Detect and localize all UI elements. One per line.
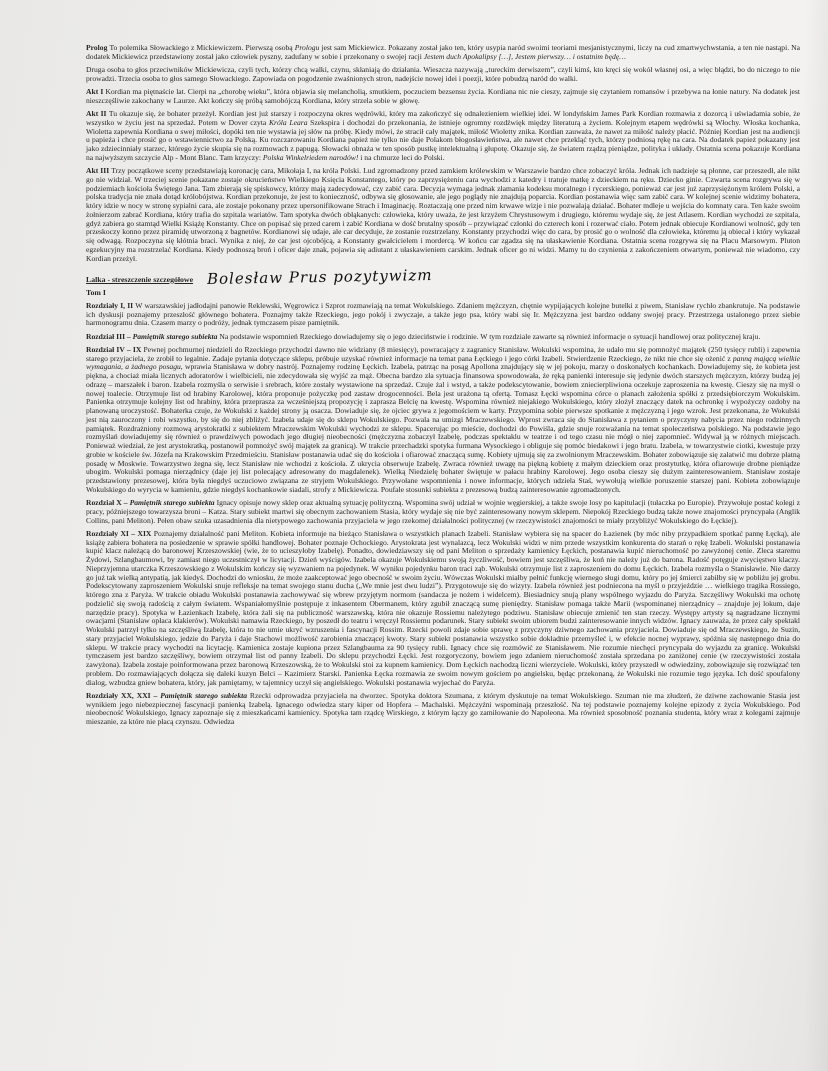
paragraph-text: Prologu <box>294 43 320 52</box>
paragraph-text: Króla Leara <box>268 117 308 127</box>
paragraph-text: Ignacy opisuje nowy sklep oraz aktualną sytuację polityczną. Wspomina swój udział w wojnie węgierskiej, a także swoje losy po kapitulacji (tułaczka po Europie). Przywołuje postać kolegi z pracy, późniejszego towarzysza broni – Katza. Stary subiekt martwi się obecnym zachowaniem Stasia, który wydaje się nie być zainteresowany nowym sklepem. Niepokój Rzeckiego budzą także nowe znajomości pryncypała (Anglik Collins, pani Meliton). Pełen obaw szuka uzasadnienia dla nietypowego zachowania przyjaciela w jego rzekomej działalności politycznej (w rzeczywistości znajomości te miały przybliżyć Wokulskiego do Łęckiej). <box>86 498 800 525</box>
lalka-paragraph <box>86 302 800 328</box>
paragraph-text: Szekspira i dochodzi do przekonania, że istnieje ogromny rozdźwięk między literaturą a życiem. Kolejnym etapem wędrówki są Włochy. Włoska kochanka, Wioletta zapewnia Kordiana o swej miłości, dopóki ten nie wystawia jej słów na próbę. Kiedy mówi, że stracił cały majątek, miłość Wioletty znika. Kordian zauważa, że nawet za miłość należy płacić. Później Kordian jest na audiencji u papieża i chce prosić go o wstawiennictwo za Polską. Ku rozczarowaniu Kordiana papież nie tylko nie daje Polakom błogosławieństwa, ale nawet chce przekląć tych, którzy podniosą rękę na cara. Na dodatek papież pokazany jest jako zdziecinniały starzec, którego życie skupia się na rozmowach z papugą. Słowacki obnaża w ten sposób pustkę intelektualną i głupotę. Okazuje się, że światem rządzą pieniądze, polityka i układy. Ostatnia scena pokazuje Kordiana na najwyższym szczycie Alp - Mont Blanc. Tam krzyczy: <box>86 117 800 162</box>
paragraph-text: Kordian ma piętnaście lat. Cierpi na „chorobę wieku”, która objawia się melancholią, smutkiem, poczuciem bezsensu życia. Kordiana nic nie cieszy, zajmuje się czytaniem romansów i przebywa na łonie natury. Na dodatek jest nieszczęśliwie zakochany w Laurze. Akt kończy się próbą samobójczą Kordiana, który strzela sobie w głowę. <box>86 87 800 105</box>
lalka-paragraph <box>86 346 800 495</box>
paragraph-label: Pamiętnik starego subiekta <box>132 331 218 341</box>
lalka-heading-row <box>86 265 800 288</box>
paragraph-label: Rozdział III – <box>86 331 133 341</box>
paragraph-label: Prolog <box>86 43 110 52</box>
kordian-summary-section <box>86 44 800 263</box>
paragraph-text: jest sam Mickiewicz. Pokazany został jako ten, który usypia naród swoimi teoriami mesjanistycznymi, liczy na cud zmartwychwstania, a ten nie nastąpi. Na dodatek Mickiewicz przedstawiony został jako człowiek pyszny, zadufany w sobie i przekonany o swojej racji <box>86 43 800 61</box>
lalka-summary-section <box>86 302 800 727</box>
kordian-paragraph <box>86 66 800 84</box>
paragraph-text: Polska Winkelriedem narodów! <box>262 152 359 162</box>
paragraph-label: Rozdział X – <box>86 498 130 507</box>
handwritten-note: Bolesław Prus pozytywizm <box>206 265 433 288</box>
paragraph-label: Akt I <box>86 87 106 96</box>
volume-title: Tom I <box>86 287 106 297</box>
paragraph-label: Rozdział IV – IX <box>86 344 144 354</box>
paragraph-text: Tu okazuje się, że bohater przeżył. Kordian jest już starszy i rozpoczyna okres wędrówki, który ma zakończyć się odnalezieniem wielkiej idei. W londyńskim James Park Kordian rozmawia z dozorcą i uświadamia sobie, że wszystko w życiu jest na sprzedaż. Potem w Dover czyta <box>86 109 800 127</box>
lalka-paragraph <box>86 692 800 727</box>
paragraph-text: , wprawia Stanisława w dobry nastrój. Poznajemy rodzinę Łęckich. Izabela, patrząc na posąg Apollona znajdujący się w jej pokoju, marzy o doskonałych kochankach. Dowiadujemy się, że kobieta jest piękna, a chociaż miała licznych adoratorów i wielbicieli, nie zdecydowała się wyjść za mąż. Obecna bardzo zła sytuacja finansowa spowodowała, że ręką panienki interesuje się jedynie dwóch starszych mężczyzn, którzy budzą jej odrazę – marszałek i baron. Izabela rozmyśla o serwisie i srebrach, które zostały wystawione na sprzedaż. Czuje żal i wstyd, a także podekscytowanie, bowiem zniecierpliwiona oczekuje zaproszenia na kwestę. Cieszy się na myśl o nowej toalecie. Otrzymuje list od hrabiny Karolowej, która proponuje pożyczkę pod zastaw drogocenności. Bela jest urażona tą ofertą. Tomasz Łęcki wspomina córce o planach założenia spółki z przedsiębiorczym Wokulskim. Panienka otrzymuje kolejny list od hrabiny, która przeprasza za wcześniejszą propozycję i zaprasza Belcię na kwestę. Wspomina również niejakiego Wokulskiego, który złożył znaczący datek na ochronkę i wypożyczy ozdoby na planowaną uroczystość. Bohaterka czuje, że Wokulski z każdej strony ją osacza. Dowiaduje się, że ojciec grywa z jegomościem w karty. Przypomina sobie pierwsze spotkanie z mężczyzną i jego wzrok. Jest przekonana, że Wokulski jest nią zauroczony i robi wszystko, by się do niej zbliżyć. Izabela udaje się do sklepu Wokulskiego. Pozwala na umizgi Mraczewskiego. Wprost zwraca się do Stanisława z pytaniem o przyczyny nabycia przez niego rodzinnych pamiątek. Rozdrażniony rozmową arystokratki z subiektem Mraczewskim Wokulski wychodzi ze sklepu. Spacerując po mieście, dochodzi do Powiśla, gdzie snuje rozważania na temat społeczeństwa polskiego. Na podstawie jego rozmyślań dowiadujemy się również o prawdziwych powodach jego długiej nieobecności (mężczyzna zobaczył Izabelę, podczas spektaklu w teatrze i od tego czasu nie mógł o niej zapomnieć. Widywał ją w różnych miejscach. Ponieważ wiedział, że jest arystokratką, postanowił pomnożyć swój majątek za granicą). W trakcie przechadzki spotyka furmana Wysockiego i obliguje się pomóc biedakowi i jego bratu. Izabela, w towarzystwie ciotki, kwestuje przy grobie w kościele św. Józefa na Krakowskim Przedmieściu. Stanisław postanawia udać się do kościoła i ofiarować znaczącą sumę. Kobiety ujmują się za zwolnionym Mraczewskim. Bohater zobowiązuje się załatwić mu dobrze płatną posadę w Moskwie. Towarzystwo żegna się, lecz Stanisław nie wchodzi z kościoła. Z ukrycia obserwuje Izabelę. Zwraca również uwagę na piękną kobietę z małym dzieckiem oraz prostytutkę, która ofiarowuje drobne pieniądze ubogim. Wokulski pomaga nierządnicy (daje jej list polecający adresowany do magdalenek). Wielką Niedzielę bohater świętuje w pałacu hrabiny Karolowej. Jego osoba cieszy się dużym zainteresowaniem. Stanisław zostaje przedstawiony prezesowej, która była niegdyś uczuciowo związana ze stryjem Wokulskiego. Przywołane wspomnienia i nowe informacje, których udziela Staś, wywołują wielkie poruszenie starszej pani. Kobieta zobowiązuje Wokulskiego do wyrycia w kamieniu, gdzie niegdyś kochankowie siadali, strofy z Mickiewicza. Poufałe stosunki subiekta z prezesową budzą zainteresowanie zgromadzonych. <box>86 362 800 494</box>
lalka-heading: Lalka - streszczenie szczegółowe <box>86 274 194 284</box>
paragraph-text: Jestem duch Apokalipsy […], Jestem pierwszy… i ostatnim będę… <box>423 51 626 61</box>
paragraph-text: Druga osoba to głos przeciwników Mickiewicza, czyli tych, którzy chcą walki, czynu, skłaniają do działania. Wieszcza nazywają „tureckim derwiszem”, czyli kimś, kto kręci się wokół własnej osi, a więc błądzi, bo do niczego to nie prowadzi. Trzecia osoba to głos samego Słowackiego. Zapowiada on pogodzenie zwaśnionych stron, nadejście nowej idei i poezji, które pobudzą naród do walki. <box>86 65 800 83</box>
lalka-paragraph <box>86 530 800 688</box>
paragraph-label: Pamiętnik starego subiekta <box>129 498 215 507</box>
paragraph-text: Na podstawie wspomnień Rzeckiego dowiadujemy się o jego dzieciństwie i rodzinie. W tym rozdziale zawarte są również informacje o sytuacji handlowej oraz politycznej kraju. <box>217 331 761 341</box>
lalka-paragraph <box>86 499 800 525</box>
paragraph-text: i na chmurze leci do Polski. <box>358 152 445 162</box>
paragraph-text: W warszawskiej jadłodajni panowie Reklewski, Węgrowicz i Szprot rozmawiają na temat Wokulskiego. Zdaniem mężczyzn, chętnie wypijających kolejne butelki z piwem, Stanisław rychło zbankrutuje. Na podstawie ich dyskusji poznajemy przeszłość głównego bohatera. Poznajmy także Rzeckiego, jego pokój i zwyczaje, a także jego psa, który wabi się Ir. Mężczyzna jest bardzo oddany swojej pracy. Przestrzega ustalonego przez siebie harmonogramu dnia. Czasem marzy o podróży, jednak tymczasem pisze pamiętnik. <box>86 300 800 328</box>
kordian-paragraph <box>86 167 800 263</box>
document-page <box>86 44 800 731</box>
lalka-paragraph <box>86 333 800 342</box>
paper-shadow <box>804 0 828 1071</box>
paragraph-label: Akt II <box>86 109 109 118</box>
paragraph-text: Pewnej pochmurnej niedzieli do Rzeckiego przychodzi dawno nie widziany (8 miesięcy), powracający z zagranicy Stanisław. Wokulski wspomina, że udało mu się pomnożyć majątek (250 tysięcy rubli) i zapewnia starego przyjaciela, że zrobił to legalnie. Zadaje pytania dotyczące sklepu, próbuje uzyskać również informacje na temat pana Łęckiego i jego córki Izabeli. Stwierdzenie Rzeckiego, że nikt nie chce się ożenić z <box>86 344 800 363</box>
kordian-paragraph <box>86 88 800 106</box>
paragraph-label: Rozdziały XI – XIX <box>86 528 154 538</box>
paragraph-text: To polemika Słowackiego z Mickiewiczem. Pierwszą osobą <box>109 43 295 52</box>
paragraph-label: Rozdziały XX, XXI – <box>86 690 161 700</box>
paragraph-text: Rzecki odprowadza przyjaciela na dworzec. Spotyka doktora Szumana, z którym dyskutuje na temat Wokulskiego. Szuman nie ma złudzeń, że dziwne zachowanie Stasia jest wynikiem jego niebezpiecznej fascynacji panienką Izabelą. Ignacego odwiedza stary kiper od Hopfera – Machalski. Mężczyźni wspominają przeszłość. Na tej podstawie poznajemy kolejne epizody z życia Wokulskiego. Pod nieobecność Wokulskiego, Ignacy zapoznaje się z mieszkańcami kamienicy. Spotyka tam rządcę Wirskiego, z którym łączy go zamiłowanie do Napoleona. Ma również sposobność poznania studenta, który wraz z kolegami zajmuje mieszanie, za które nie płacą czynszu. Odwiedza <box>86 690 800 726</box>
paragraph-label: Pamiętnik starego subiekta <box>160 690 248 700</box>
paragraph-text: Trzy początkowe sceny przedstawiają koronację cara, Mikołaja I, na króla Polski. Lud zgromadzony przed zamkiem królewskim w Warszawie bardzo chce zobaczyć króla. Jednak ich nadzieje są płonne, car przeszedł, ale nikt go nie widział. W trzeciej scenie pokazane zostaje okrucieństwo Wielkiego Księcia Konstantego, który po zaprzysiężeniu cara wychodzi z katedry i tratuje matkę z dzieckiem na ręku. Dziecko ginie. Czwarta scena rozgrywa się w podziemiach kościoła Świętego Jana. Tam zbierają się spiskowcy, którzy mają zadecydować, czy zabić cara. Decyzja wymaga jednak złamania kodeksu moralnego i rycerskiego, ponieważ car jest już zaprzysiężonym królem Polski, a polska tradycja nie znała dotąd królobójstwa. Kordian przekonuje, że jest to konieczność, odbywa się głosowanie, ale jego poglądy nie znajdują poparcia. Kordian postanawia więc sam zabić cara. W kolejnej scenie widzimy bohatera, który idzie w nocy w stronę sypialni cara, ale zostaje pokonany przez upersonifikowane Strach i Imaginację. Roztaczają one przed nim krwawe wizje i nie pozwalają działać. Bohater mdleje u wejścia do komnaty cara. Ten każe swoim żołnierzom zabrać Kordiana, który trafia do szpitala wariatów. Tam spotyka dwóch obłąkanych: człowieka, który uważa, że jest krzyżem Chrystusowym i drugiego, któremu wydaje się, że jest Atlasem. Kordian wychodzi ze szpitala, gdyż zabiera go stamtąd Wielki Książę Konstanty. Chce on popisać się przed carem i zabić Kordiana w dość brutalny sposób – przywiązać członki do czterech koni i rozerwać ciało. Potem jednak obiecuje Kordianowi wolność, gdy ten przeskoczy konno przez piramidę utworzoną z bagnetów. Kordianowi się udaje, ale car decyduje, że zostanie rozstrzelany. Konstanty przychodzi więc do cara, by prosić go o wolność dla człowieka, któremu ją obiecał i który wykazał się odwagą. Rozpoczyna się kłótnia braci. Wynika z niej, że car jest ojcobójcą, a Konstanty gwałcicielem i mordercą. W końcu car zgadza się na ułaskawienie Kordiana. Ostatnia scena rozgrywa się na Placu Marsowym. Pluton egzekucyjny ma rozstrzelać Kordiana. Kiedy podnoszą broń i oficer daje znak, pojawia się adiutant z ułaskawieniem carskim. Jednak oficer go ni widzi. Mamy tu do czynienia z zakończeniem otwartym, ponieważ nie wiadomo, czy Kordian przeżył. <box>86 166 800 263</box>
paragraph-text: panną mającą wielkie wymagania, a żadnego posagu <box>86 353 800 372</box>
paragraph-label: Akt III <box>86 166 112 175</box>
kordian-paragraph <box>86 110 800 163</box>
paragraph-text: Poznajemy działalność pani Meliton. Kobieta informuje na bieżąco Stanisława o wszystkich planach Izabeli. Stanisław wybiera się na spacer do Łazienek (by móc niby przypadkiem spotkać pannę Łęcką), ale książę zabiera bohatera na posiedzenie w sprawie spółki handlowej. Bohater poznaje Ochockiego. Arystokrata jest wynalazcą, lecz Wokulski widzi w nim przede wszystkim konkurenta do starań o rękę Izabeli. Wokulski postanawia kupić klacz należącą do baronowej Krzeszowskiej (wie, że to ucieszyłoby Izabelę). Ponadto, dowiedziawszy się od pani Meliton o sprzedaży kamienicy Łęckich, postanawia kupić nieruchomość po zawyżonej cenie. Zleca staremu Żydowi, Szlangbaumowi, by zamiast niego uczestniczył w licytacji. Dzień wyścigów. Izabela okazuje Wokulskiemu swoją życzliwość, bowiem jest szczęśliwa, że koń nie należy już do barona. Radość potęguje zwycięstwo klaczy. Nieprzyjemna utarczka Krzeszowskiego z Wokulskim kończy się wyzwaniem na pojedynek. W wyniku pojedynku baron traci ząb. Wokulski otrzymuje list z zaproszeniem do domu Łęckich. Izabela rozmyśla o Stanisławie. Nie darzy go już tak wielką antypatią, jak kiedyś. Dochodzi do wniosku, że może zaakceptować jego obecność w swoim życiu. Wówczas Wokulski miałby pełnić funkcję wiernego sługi domu, który po jej śmierci zabiłby się w pobliżu jej grobu. Podekscytowany zaproszeniem Wokulski snuje refleksje na temat swojego stanu ducha („We mnie jest dwu ludzi”). Przygotowuje się do wizyty. Izabela również jest podniecona na myśl o przyjeździe … wielkiego tragika Rossiego, którego zna z Paryża. W trakcie obiadu Wokulski postanawia zachowywać się wbrew przyjętym normom (sandacza je nożem i widelcem). Biesiadnicy snują plany wspólnego wyjazdu do Paryża. Szczęśliwy Wokulski ma ochotę podzielić się swoją radością z całym światem. Wspaniałomyślnie postępuje z inkasentem Obermanem, który zgubił znaczącą sumę pieniędzy. Stanisław pomaga także Marii (wspominanej nierządnicy – znajduje jej lokum, daje narzędzie pracy). Spotyka w Łazienkach Izabelę, która żali się na publiczność warszawską, która nie okazuje Rossiemu należytego podziwu. Stanisław obiecuje zmienić ten stan rzeczy. Występy artysty są nagradzane licznymi owacjami (Stanisław opłaca klakierów). Wokulski namawia Rzeckiego, by poszedł do teatru i wręczył Rossiemu podarunek. Stary subiekt swoim ubiorem budzi zainteresowanie innych widzów. Ignacy zauważa, że przez cały spektakl Wokulski patrzył tylko na szczęśliwą Izabelę, która to nie umie ukryć wzruszenia i fascynacji Rossim. Rzecki powoli zdaje sobie sprawę z przyczyny dziwnego zachowania przyjaciela. Dowiaduje się od Mraczewskiego, że Suzin, stary przyjaciel Wokulskiego, jedzie do Paryża i daje Stachowi możliwość zarobienia znaczącej kwoty. Stary subiekt postanawia wszystko sobie dokładnie przemyśleć i, w efekcie nocnej wyprawy, spóźnia się następnego dnia do sklepu. W trakcie pracy wychodzi na licytację. Kamienica zostaje kupiona przez Szlangbauma za 90 tysięcy rubli. Ignacy chce się rozmówić ze Stanisławem. Nie rozumie niechęci pryncypała do wyjazdu za granicę. Wokulski tymczasem jest bardzo szczęśliwy, bowiem otrzymał list od panny Izabeli. Do sklepu przychodzi Łęcki. Jest rozgoryczony, bowiem jego zdaniem nieruchomość została sprzedana po zaniżonej cenie (w rzeczywistości została zawyżona). Izabela zostaje poinformowana przez baronową Krzeszowską, że to Wokulski stoi za kupnem kamienicy. Dom Łęckich nachodzą liczni wierzyciele. Wokulski, który przyszedł w odwiedziny, zobowiązuje się rozwiązać ten problem. Do rozmawiających dołącza się daleki kuzyn Belci – Kazimierz Starski. Panienka Łęcka rozmawia ze swoim nowym gościem po angielsku, będąc przekonaną, że Wokulski nie rozumie tego języka. Ich dość spoufalony dialog, wzbudza gniew bohatera, który, jak pamiętamy, w tajemnicy uczył się angielskiego. Wokulski postanawia wyjechać do Paryża. <box>86 528 801 687</box>
kordian-paragraph <box>86 44 800 62</box>
paragraph-label: Rozdziały I, II <box>86 300 136 310</box>
